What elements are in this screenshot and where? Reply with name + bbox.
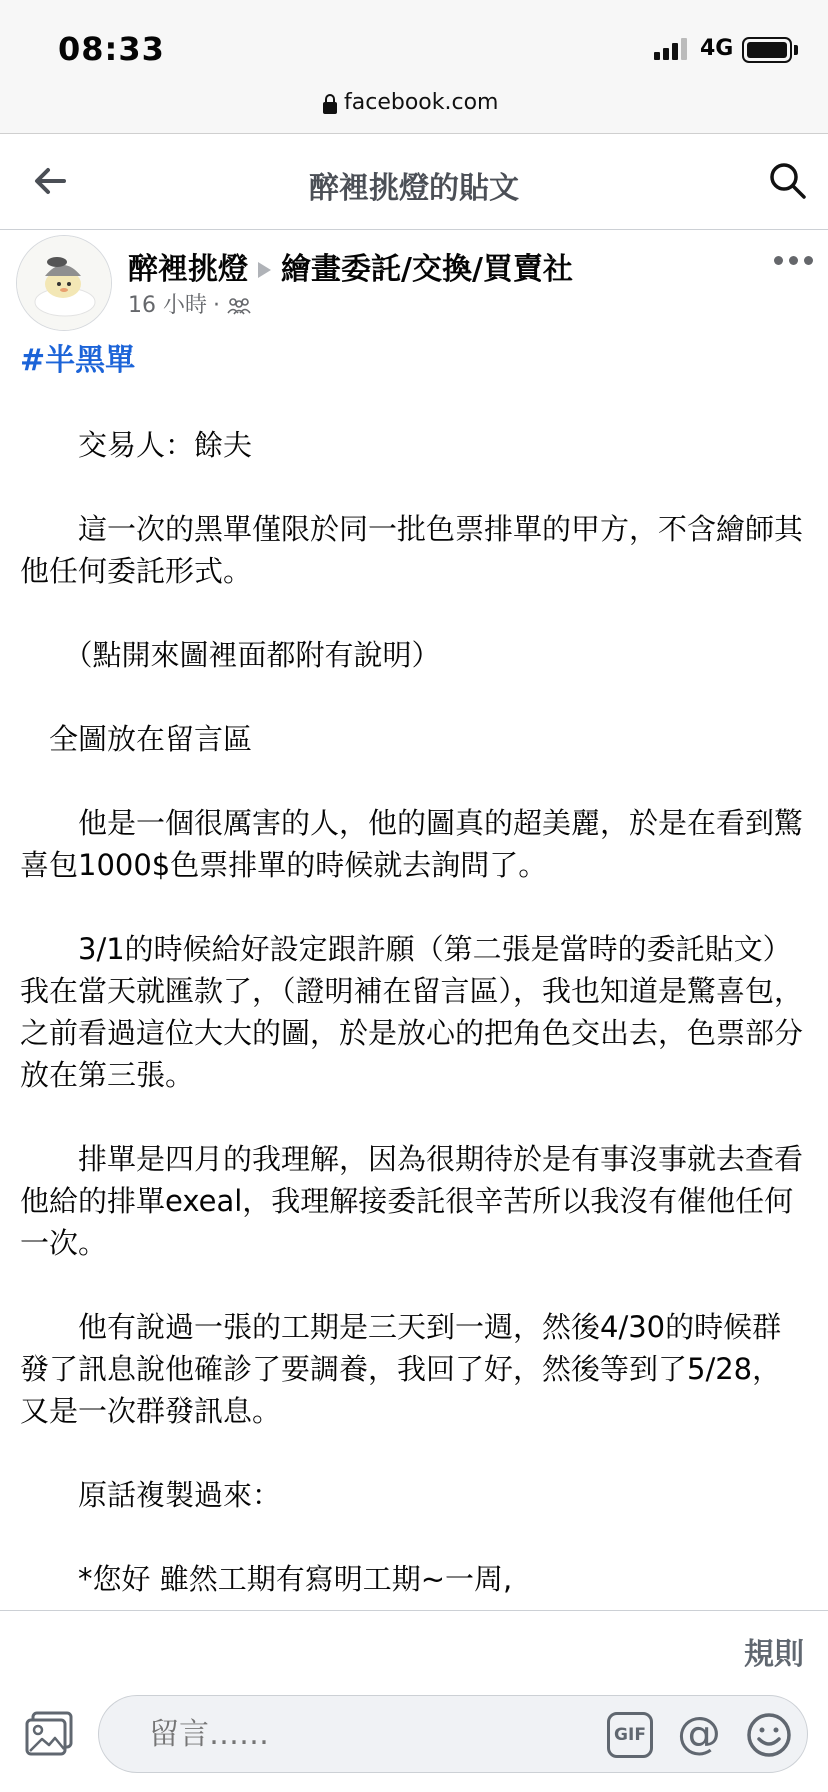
page-title: 醉裡挑燈的貼文 (309, 171, 519, 206)
post-time[interactable]: 16 小時 (128, 293, 207, 318)
hashtag-link[interactable]: #半黑單 (20, 343, 136, 378)
photo-icon[interactable] (24, 1711, 74, 1757)
network-label: 4G (700, 36, 734, 61)
avatar[interactable] (16, 235, 112, 331)
post-body (20, 340, 810, 1608)
post-paragraph: 3/1的時候給好設定跟許願（第二張是當時的委託貼文）我在當天就匯款了，（證明補在留言區），我也知道是驚喜包，之前看過這位大大的圖，於是放心的把角色交出去，色票部分放在第三張。 (20, 932, 804, 1092)
post-author-line (128, 244, 573, 288)
post-paragraph: 交易人：餘夫 (20, 428, 253, 462)
post-paragraph: 原話複製過來： (20, 1478, 282, 1512)
more-horizontal-icon[interactable] (774, 256, 814, 268)
post-paragraph: 他是一個很厲害的人，他的圖真的超美麗，於是在看到驚喜包1000$色票排單的時候就去詢問了。 (20, 806, 804, 882)
post-paragraph: 排單是四月的我理解，因為很期待於是有事沒事就去查看他給的排單exeal，我理解接委託很辛苦所以我沒有催他任何一次。 (20, 1142, 804, 1260)
url-text[interactable]: facebook.com (344, 90, 499, 115)
post-paragraph: （點開來圖裡面都附有說明） (20, 638, 441, 672)
meta-separator: · (213, 293, 220, 318)
gif-icon[interactable]: GIF (607, 1712, 653, 1758)
post-paragraph: 全圖放在留言區 (20, 722, 253, 756)
lock-icon (323, 94, 337, 114)
post-paragraph: 他有說過一張的工期是三天到一週，然後4/30的時候群發了訊息說他確診了要調養，我回了好，然後等到了5/28，又是一次群發訊息。 (20, 1310, 782, 1428)
page-header (0, 135, 828, 230)
battery-icon (742, 37, 792, 63)
comment-footer (0, 1610, 828, 1792)
comment-box[interactable] (98, 1695, 808, 1773)
group-icon (226, 297, 252, 315)
avatar-image (17, 236, 112, 331)
post-meta (128, 288, 252, 319)
author-name[interactable]: 醉裡挑燈 (128, 252, 248, 287)
post-paragraph: *您好 雖然工期有寫明工期~一周, (20, 1562, 513, 1596)
post-paragraph: 這一次的黑單僅限於同一批色票排單的甲方，不含繪師其他任何委託形式。 (20, 512, 804, 588)
arrow-right-icon (258, 262, 271, 278)
search-icon[interactable] (766, 159, 810, 203)
signal-icon (654, 38, 690, 60)
battery-nub (794, 45, 798, 55)
rules-link[interactable]: 規則 (744, 1637, 804, 1672)
emoji-icon[interactable] (744, 1710, 794, 1760)
status-time: 08:33 (58, 30, 165, 68)
at-mention-icon[interactable]: @ (677, 1708, 721, 1759)
comment-input[interactable] (149, 1717, 549, 1752)
url-bar[interactable] (0, 82, 828, 134)
group-name[interactable]: 繪畫委託/交換/買賣社 (281, 252, 573, 287)
